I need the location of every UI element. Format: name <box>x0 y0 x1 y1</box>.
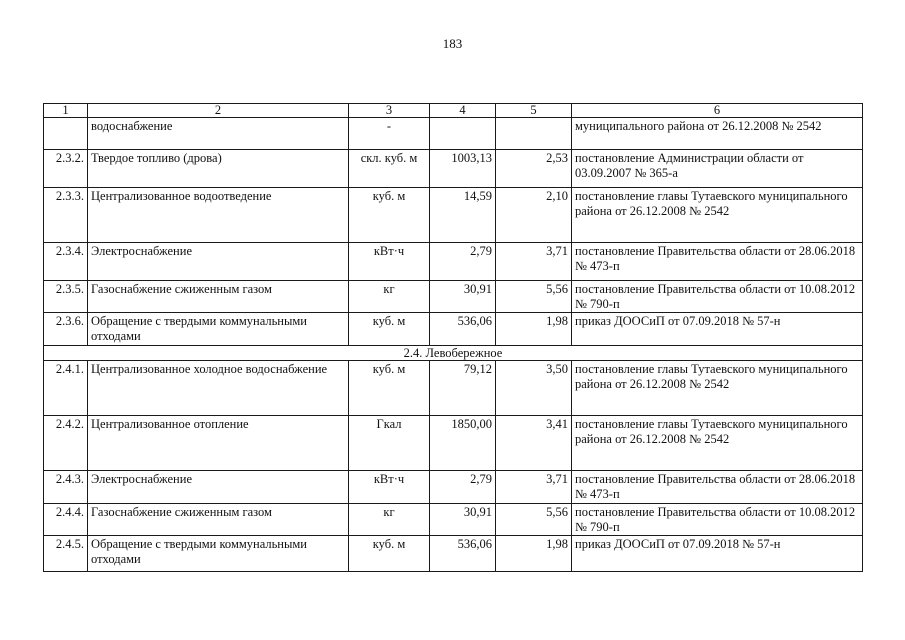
row-rate <box>496 118 572 150</box>
row-document: приказ ДООСиП от 07.09.2018 № 57-н <box>572 536 863 572</box>
table-row <box>44 313 863 346</box>
row-number: 2.4.5. <box>44 536 88 572</box>
row-value: 2,79 <box>430 243 496 281</box>
section-row <box>44 346 863 361</box>
row-unit: кг <box>349 504 430 536</box>
table-row <box>44 150 863 188</box>
header-cell: 6 <box>572 104 863 118</box>
row-value: 2,79 <box>430 471 496 504</box>
row-rate: 2,10 <box>496 188 572 243</box>
table-row <box>44 118 863 150</box>
table-row <box>44 361 863 416</box>
row-value: 30,91 <box>430 504 496 536</box>
row-number: 2.4.2. <box>44 416 88 471</box>
row-service: Газоснабжение сжиженным газом <box>88 281 349 313</box>
row-document: постановление главы Тутаевского муниципального района от 26.12.2008 № 2542 <box>572 361 863 416</box>
row-service: Централизованное водоотведение <box>88 188 349 243</box>
row-unit: кг <box>349 281 430 313</box>
row-document: постановление Администрации области от 03.09.2007 № 365-а <box>572 150 863 188</box>
row-service: Электроснабжение <box>88 243 349 281</box>
row-unit: куб. м <box>349 536 430 572</box>
row-number: 2.4.1. <box>44 361 88 416</box>
row-document: постановление Правительства области от 28.06.2018 № 473-п <box>572 243 863 281</box>
table-row <box>44 536 863 572</box>
header-cell: 5 <box>496 104 572 118</box>
header-cell: 4 <box>430 104 496 118</box>
row-service: Централизованное отопление <box>88 416 349 471</box>
row-unit: кВт·ч <box>349 471 430 504</box>
table-row <box>44 471 863 504</box>
row-service: водоснабжение <box>88 118 349 150</box>
row-number: 2.3.3. <box>44 188 88 243</box>
row-unit: - <box>349 118 430 150</box>
row-unit: куб. м <box>349 361 430 416</box>
row-value: 79,12 <box>430 361 496 416</box>
row-document: муниципального района от 26.12.2008 № 2542 <box>572 118 863 150</box>
header-cell: 1 <box>44 104 88 118</box>
row-document: постановление Правительства области от 10.08.2012 № 790-п <box>572 504 863 536</box>
row-number: 2.4.3. <box>44 471 88 504</box>
table-row <box>44 188 863 243</box>
row-value <box>430 118 496 150</box>
row-service: Централизованное холодное водоснабжение <box>88 361 349 416</box>
row-document: постановление Правительства области от 10.08.2012 № 790-п <box>572 281 863 313</box>
row-unit: скл. куб. м <box>349 150 430 188</box>
table-row <box>44 416 863 471</box>
row-rate: 1,98 <box>496 536 572 572</box>
row-unit: кВт·ч <box>349 243 430 281</box>
row-rate: 1,98 <box>496 313 572 346</box>
row-document: постановление Правительства области от 28.06.2018 № 473-п <box>572 471 863 504</box>
row-value: 536,06 <box>430 313 496 346</box>
row-rate: 3,71 <box>496 243 572 281</box>
row-number: 2.3.5. <box>44 281 88 313</box>
row-unit: куб. м <box>349 313 430 346</box>
row-number: 2.3.6. <box>44 313 88 346</box>
header-cell: 2 <box>88 104 349 118</box>
row-rate: 2,53 <box>496 150 572 188</box>
row-unit: куб. м <box>349 188 430 243</box>
row-number: 2.4.4. <box>44 504 88 536</box>
row-value: 14,59 <box>430 188 496 243</box>
row-number: 2.3.4. <box>44 243 88 281</box>
tariff-table <box>43 103 863 572</box>
row-unit: Гкал <box>349 416 430 471</box>
row-document: постановление главы Тутаевского муниципального района от 26.12.2008 № 2542 <box>572 188 863 243</box>
row-value: 1003,13 <box>430 150 496 188</box>
row-number <box>44 118 88 150</box>
row-service: Обращение с твердыми коммунальными отходами <box>88 536 349 572</box>
row-rate: 3,50 <box>496 361 572 416</box>
row-value: 30,91 <box>430 281 496 313</box>
table-row <box>44 281 863 313</box>
row-rate: 3,71 <box>496 471 572 504</box>
row-service: Твердое топливо (дрова) <box>88 150 349 188</box>
row-document: постановление главы Тутаевского муниципального района от 26.12.2008 № 2542 <box>572 416 863 471</box>
section-title: 2.4. Левобережное <box>44 346 863 361</box>
row-value: 1850,00 <box>430 416 496 471</box>
row-service: Обращение с твердыми коммунальными отходами <box>88 313 349 346</box>
header-row <box>44 104 863 118</box>
table-row <box>44 243 863 281</box>
page-number: 183 <box>442 36 463 51</box>
table-row <box>44 504 863 536</box>
header-cell: 3 <box>349 104 430 118</box>
row-rate: 5,56 <box>496 504 572 536</box>
row-rate: 5,56 <box>496 281 572 313</box>
row-document: приказ ДООСиП от 07.09.2018 № 57-н <box>572 313 863 346</box>
row-service: Газоснабжение сжиженным газом <box>88 504 349 536</box>
row-number: 2.3.2. <box>44 150 88 188</box>
row-value: 536,06 <box>430 536 496 572</box>
row-service: Электроснабжение <box>88 471 349 504</box>
row-rate: 3,41 <box>496 416 572 471</box>
